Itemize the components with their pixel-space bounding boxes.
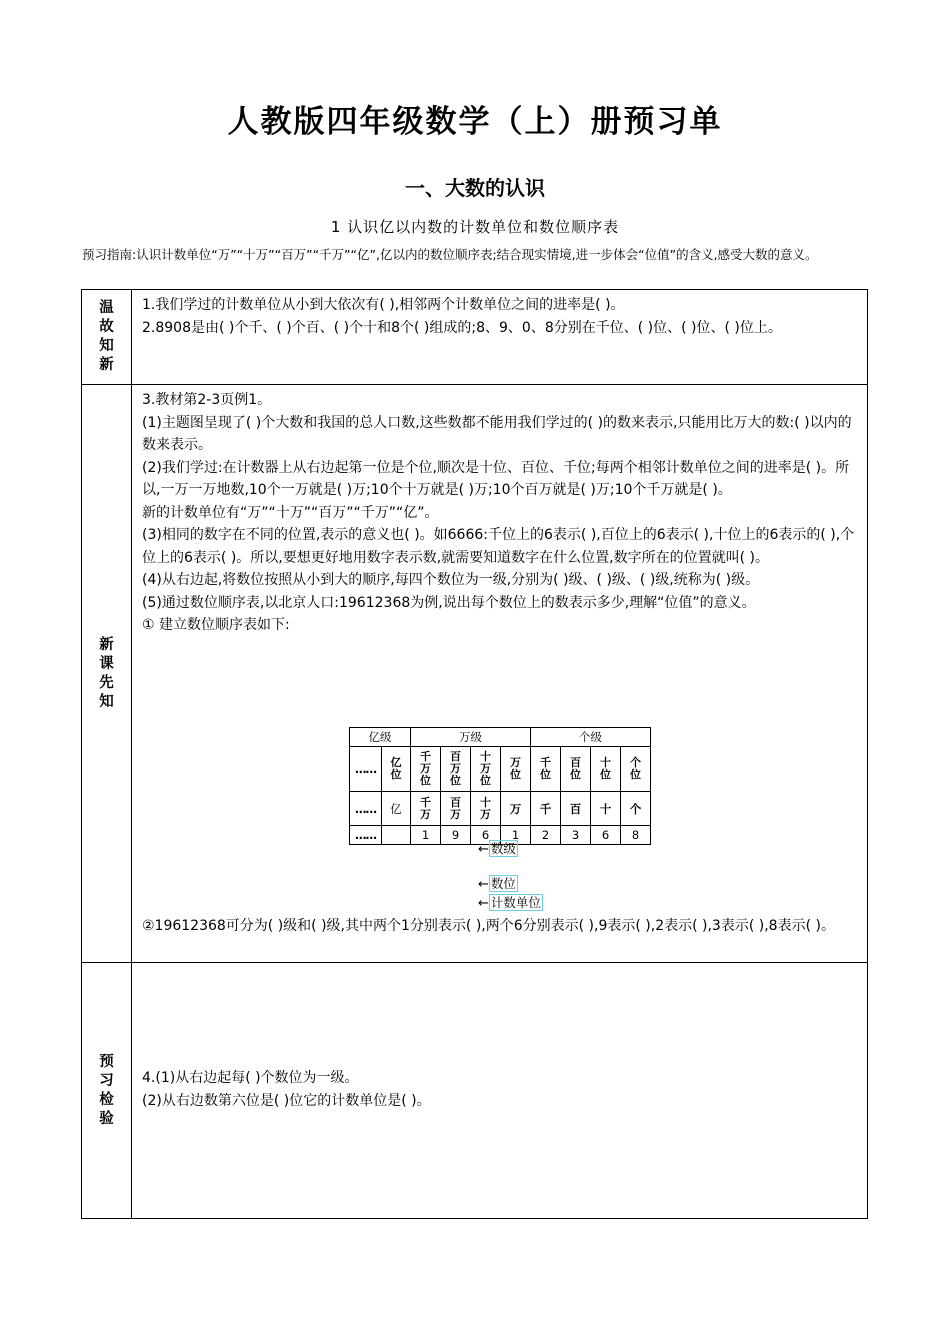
digit-cell: 8 <box>621 826 651 845</box>
group-yi: 亿级 <box>350 728 411 747</box>
digit-cell: 2 <box>531 826 561 845</box>
preview-line-6: (4)从右边起,将数位按照从小到大的顺序,每四个数位为一级,分别为( )级、( )级、( )级,统称为( )级。 <box>142 572 760 588</box>
preview-line-3: (2)我们学过:在计数器上从右边起第一位是个位,顺次是十位、百位、千位;每两个相邻计数单位之间的进率是( )。所以,一万一万地数,10个一万就是( )万;10个十万就是( )万;10个百万就是( )万;10个千万就是( )。 <box>142 459 850 498</box>
lesson-subtitle: 1 认识亿以内数的计数单位和数位顺序表 <box>330 218 620 236</box>
dots-digit: …… <box>350 826 382 845</box>
dots-unit: …… <box>350 792 382 826</box>
page-title: 人教版四年级数学（上）册预习单 <box>227 104 723 140</box>
unit-bai: 百 <box>561 792 591 826</box>
place-qian: 千位 <box>531 747 561 792</box>
check-label-cell <box>82 963 132 1218</box>
unit-shi: 十 <box>591 792 621 826</box>
preview-row <box>82 385 867 963</box>
place-value-table <box>349 727 651 845</box>
check-label: 预习检验 <box>99 1053 114 1127</box>
group-ge: 个级 <box>531 728 651 747</box>
marker-unit <box>478 895 543 912</box>
place-shi: 十位 <box>591 747 621 792</box>
unit-ge: 个 <box>621 792 651 826</box>
preview-content <box>142 389 857 637</box>
place-value-chart <box>349 727 651 845</box>
place-baiwan: 百万位 <box>441 747 471 792</box>
preview-line-5: (3)相同的数字在不同的位置,表示的意义也( )。如6666:千位上的6表示( ),百位上的6表示( ),十位上的6表示的( ),个位上的6表示( )。所以,要想更好地用数字表示数,就需要知道数字在什么位置,数字所在的位置就叫( )。 <box>142 527 855 566</box>
digit-cell: 6 <box>591 826 621 845</box>
marker-unit-label: 计数单位 <box>490 895 541 910</box>
marker-place-label: 数位 <box>490 876 516 891</box>
review-label-cell <box>82 290 132 384</box>
place-shiwan: 十万位 <box>471 747 501 792</box>
digit-cell: 9 <box>441 826 471 845</box>
preview-line-2: (1)主题图呈现了( )个大数和我国的总人口数,这些数都不能用我们学过的( )的数来表示,只能用比万大的数:( )以内的数来表示。 <box>142 414 852 453</box>
digit-yi-empty <box>382 826 411 845</box>
digit-cell: 1 <box>411 826 441 845</box>
place-bai: 百位 <box>561 747 591 792</box>
review-row <box>82 290 867 385</box>
review-label: 温故知新 <box>99 300 114 373</box>
marker-level <box>478 841 518 858</box>
unit-baiwan: 百万 <box>441 792 471 826</box>
unit-yi: 亿 <box>382 792 411 826</box>
preview-line-8: ① 建立数位顺序表如下: <box>142 617 290 633</box>
digit-cell: 3 <box>561 826 591 845</box>
worksheet-table <box>81 289 868 1219</box>
place-yi: 亿位 <box>382 747 411 792</box>
arrow-left-icon: ← <box>478 842 489 857</box>
dots-place: …… <box>350 747 382 792</box>
preview-line-1: 3.教材第2-3页例1。 <box>142 392 272 408</box>
check-row <box>82 963 867 1218</box>
digit-cell: 6 <box>471 826 501 845</box>
check-question-1: 4.(1)从右边起每( )个数位为一级。 <box>142 1070 359 1086</box>
unit-shiwan: 十万 <box>471 792 501 826</box>
preview-line-4: 新的计数单位有“万”“十万”“百万”“千万”“亿”。 <box>142 504 439 521</box>
check-question-2: (2)从右边数第六位是( )位它的计数单位是( )。 <box>142 1092 431 1109</box>
arrow-left-icon: ← <box>478 896 489 911</box>
place-wan: 万位 <box>501 747 531 792</box>
section-heading: 一、大数的认识 <box>405 176 545 200</box>
marker-level-label: 数级 <box>490 841 516 856</box>
place-qianwan: 千万位 <box>411 747 441 792</box>
group-wan: 万级 <box>411 728 531 747</box>
preview-label: 新课先知 <box>99 636 114 710</box>
review-question-1: 1.我们学过的计数单位从小到大依次有( ),相邻两个计数单位之间的进率是( )。 <box>142 297 625 313</box>
unit-wan: 万 <box>501 792 531 826</box>
place-ge: 个位 <box>621 747 651 792</box>
digit-cell: 1 <box>501 826 531 845</box>
preview-after-table <box>142 915 857 938</box>
preview-guide: 预习指南:认识计数单位“万”“十万”“百万”“千万”“亿”,亿以内的数位顺序表;结合现实情境,进一步体会“位值”的含义,感受大数的意义。 <box>82 247 818 262</box>
preview-line-7: (5)通过数位顺序表,以北京人口:19612368为例,说出每个数位上的数表示多少,理解“位值”的意义。 <box>142 594 756 611</box>
check-content <box>142 1067 857 1112</box>
review-content <box>142 294 857 339</box>
unit-qian: 千 <box>531 792 561 826</box>
unit-qianwan: 千万 <box>411 792 441 826</box>
marker-place <box>478 876 518 893</box>
preview-line-9: ②19612368可分为( )级和( )级,其中两个1分别表示( ),两个6分别表示( ),9表示( ),2表示( ),3表示( ),8表示( )。 <box>142 918 835 934</box>
preview-label-cell <box>82 385 132 962</box>
arrow-left-icon: ← <box>478 877 489 892</box>
review-question-2: 2.8908是由( )个千、( )个百、( )个十和8个( )组成的;8、9、0、8分别在千位、( )位、( )位、( )位上。 <box>142 319 782 336</box>
